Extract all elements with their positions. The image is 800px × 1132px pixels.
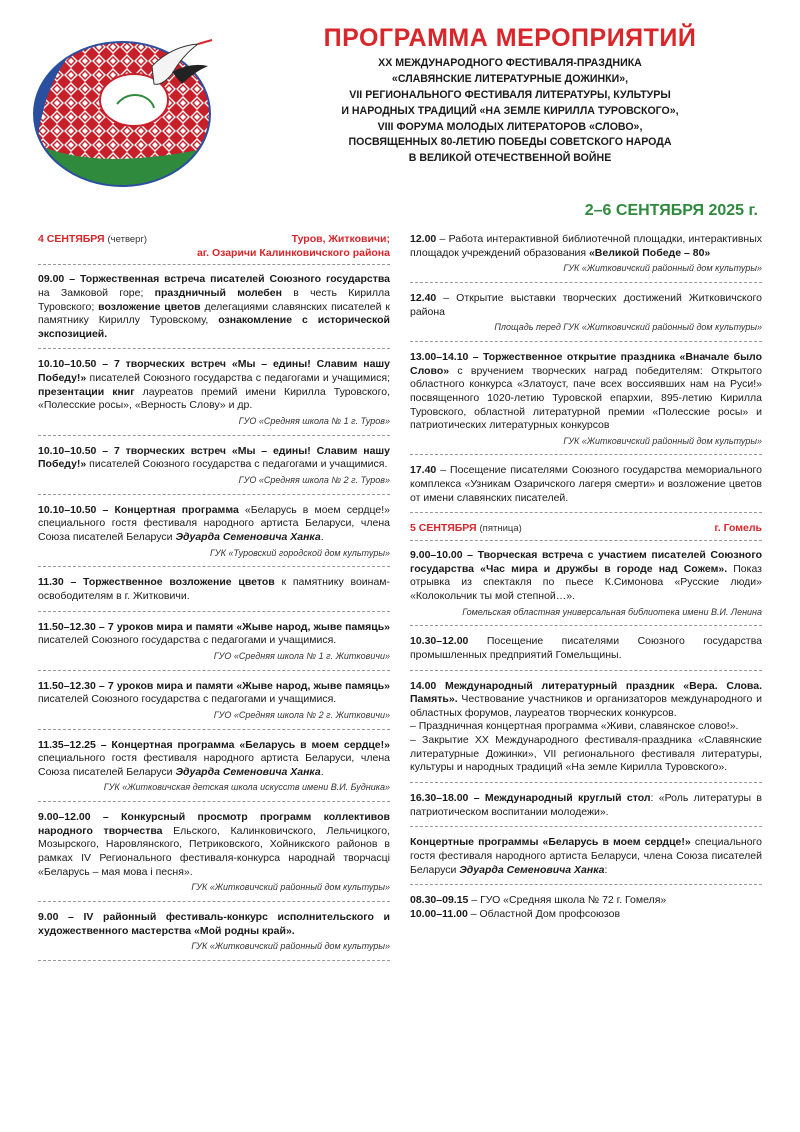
divider	[38, 348, 390, 349]
day-date: 4 СЕНТЯБРЯ	[38, 233, 105, 245]
event-desc: – Закрытие XX Международного фестиваля-праздника «Славянские литературные Дожинки», VII регионального фестиваля литературы, культуры и народных традиций «На земле Кирилла Туровского».	[410, 734, 762, 774]
event-text	[38, 504, 390, 545]
event-highlight: 9.00–12.00 – Конкурсный просмотр программ коллективов народного творчества	[38, 811, 390, 837]
event-desc: : «Роль литературы в патриотическом воспитании молодежи».	[410, 792, 762, 818]
right-column	[410, 233, 762, 922]
festival-logo	[22, 26, 218, 196]
day-weekday: (пятница)	[479, 523, 522, 535]
event-item	[38, 504, 390, 568]
event-desc: специального гостя фестиваля народного артиста Беларуси, члена Союза писателей Беларуси	[410, 836, 762, 876]
event-list	[38, 273, 390, 961]
event-location: ГУК «Житковичский районный дом культуры»	[563, 263, 762, 274]
subtitle-line: В ВЕЛИКОЙ ОТЕЧЕСТВЕННОЙ ВОЙНЕ	[408, 152, 612, 165]
divider	[38, 729, 390, 730]
event-text	[410, 836, 762, 877]
event-location: ГУК «Житковичская детская школа искусств имени В.И. Будника»	[103, 782, 390, 793]
event-text	[410, 351, 762, 433]
event-desc: в честь Кирилла Туровского;	[38, 286, 390, 313]
event-highlight: 17.40	[410, 464, 437, 477]
event-desc: «Беларусь в моем сердце!» специального гостя фестиваля народного артиста Беларуси, члена Союза писателей Беларуси	[38, 503, 391, 543]
event-text	[38, 739, 390, 780]
subtitle-line: «СЛАВЯНСКИЕ ЛИТЕРАТУРНЫЕ ДОЖИНКИ»,	[391, 72, 629, 85]
event-highlight: 10.30–12.00	[410, 635, 469, 648]
event-highlight: возложение цветов	[98, 300, 201, 313]
event-location: ГУК «Житковичский районный дом культуры»	[191, 941, 390, 952]
event-desc: – Открытие выставки творческих достижений Житковичского района	[410, 291, 762, 318]
divider	[410, 512, 762, 513]
event-text	[410, 792, 762, 819]
event-highlight: Эдуарда Семеновича Ханка	[459, 863, 605, 876]
day-date: 5 СЕНТЯБРЯ	[410, 522, 477, 535]
divider	[410, 625, 762, 626]
event-item	[410, 836, 762, 885]
schedule-venue: – ГУО «Средняя школа № 72 г. Гомеля»	[468, 894, 667, 907]
event-desc: писателей Союзного государства с педагогами и учащимися;	[86, 372, 390, 385]
event-location: ГУО «Средняя школа № 2 г. Житковичи»	[213, 709, 390, 720]
event-text	[38, 680, 390, 707]
event-highlight: 10.10–10.50 – 7 творческих встреч «Мы – едины! Славим нашу Победу!»	[38, 444, 390, 471]
event-highlight: 11.50–12.30 – 7 уроков мира и памяти «Жыве народ, жыве памяць»	[38, 679, 390, 692]
event-desc: писателей Союзного государства с педагогами и учащимися.	[38, 634, 337, 647]
divider	[38, 435, 390, 436]
event-desc: – Посещение писателями Союзного государства мемориального комплекса «Узникам Озаричского лагеря смерти» и возложение цветов от имени славянских писателей.	[410, 464, 762, 504]
day-place: Туров, Житковичи;	[291, 233, 390, 245]
event-highlight: 9.00 – IV районный фестиваль-конкурс исполнительского и художественного мастерства «Мой родны край».	[38, 911, 390, 937]
event-item	[410, 680, 762, 783]
day-weekday: (четверг)	[107, 234, 148, 245]
event-desc: на Замковой горе;	[38, 286, 155, 299]
divider	[410, 884, 762, 885]
schedule-time: 10.00–11.00	[410, 907, 468, 920]
divider	[410, 670, 762, 671]
divider	[38, 494, 390, 495]
event-highlight: презентации книг	[38, 385, 135, 398]
day-place: аг. Озаричи Калинковичского района	[196, 246, 390, 259]
subtitle-line: ПОСВЯЩЕННЫХ 80-ЛЕТИЮ ПОБЕДЫ СОВЕТСКОГО НАРОДА	[348, 136, 672, 149]
event-highlight: 09.00 – Торжественная встреча писателей Союзного государства	[38, 273, 390, 286]
event-text	[38, 911, 390, 938]
event-highlight: 10.10–10.50 – Концертная программа	[38, 503, 239, 516]
event-highlight: 13.00–14.10 – Торжественное открытие праздника «Вначале было Слово»	[410, 350, 762, 377]
event-highlight: 10.10–10.50 – 7 творческих встреч «Мы – едины! Славим нашу Победу!»	[38, 358, 390, 385]
divider	[410, 341, 762, 342]
divider	[38, 901, 390, 902]
event-highlight: 12.00	[410, 233, 437, 245]
event-highlight: Эдуарда Семеновича Ханка	[175, 765, 321, 778]
event-item	[38, 911, 390, 961]
event-highlight: 12.40	[410, 291, 437, 304]
event-desc: Ельского, Калинковичского, Лельчицкого, Мозырского, Наровлянского, Петриковского, Хойникского районов в рамках IV Регионального фестиваля-конкурса народнай творчасці «Беларусь – мая мова і песня».	[38, 824, 390, 878]
subtitle-line: VII РЕГИОНАЛЬНОГО ФЕСТИВАЛЯ ЛИТЕРАТУРЫ, КУЛЬТУРЫ	[349, 88, 671, 101]
event-desc: с вручением творческих наград победителям: Открытого областного конкурса «Златоуст, паче всех воссиявших нам на Руси!» посвященного 1020-летию Туровской епархии, 895-летию Кирилла Туровского, областной литературной премии «Полесские росы» и патриотических литературных конкурсов	[410, 364, 762, 432]
event-desc: писателей Союзного государства с педагогами и учащимися.	[38, 693, 337, 706]
event-desc: :	[604, 863, 608, 876]
event-item	[410, 792, 762, 827]
subtitle-line: VIII ФОРУМА МОЛОДЫХ ЛИТЕРАТОРОВ «СЛОВО»,	[377, 120, 643, 133]
event-location: ГУО «Средняя школа № 1 г. Житковичи»	[213, 650, 390, 661]
event-desc: Посещение писателями Союзного государства промышленных предприятий Гомельщины.	[410, 635, 762, 661]
event-desc: к памятнику воинам-освободителям в г. Житковичи.	[38, 576, 391, 602]
event-item	[38, 358, 390, 435]
schedule-item	[410, 894, 762, 908]
event-desc: – Работа интерактивной библиотечной площадки, интерактивных площадок учреждений образования	[410, 233, 762, 259]
divider	[410, 454, 762, 455]
event-text	[38, 576, 390, 603]
festival-dates: 2–6 СЕНТЯБРЯ 2025 г.	[584, 202, 758, 219]
event-text	[410, 549, 762, 604]
event-highlight: 11.35–12.25 – Концертная программа «Беларусь в моем сердце!»	[38, 738, 390, 751]
event-text	[410, 233, 762, 260]
event-location: ГУО «Средняя школа № 1 г. Туров»	[238, 416, 390, 427]
event-desc: Показ отрывка из спектакля по пьесе К.Симонова «Русские люди» «Колокольчик ты мой степной…».	[410, 562, 762, 602]
event-item	[410, 464, 762, 513]
event-location: ГУО «Средняя школа № 2 г. Туров»	[238, 475, 390, 486]
concert-schedule	[410, 894, 762, 921]
day-header-sep5	[410, 522, 762, 541]
event-desc: .	[320, 765, 324, 778]
event-item	[38, 680, 390, 730]
event-item	[410, 351, 762, 456]
subtitle-line: XX МЕЖДУНАРОДНОГО ФЕСТИВАЛЯ-ПРАЗДНИКА	[378, 57, 642, 69]
event-text	[410, 680, 762, 775]
event-item	[38, 739, 390, 803]
event-highlight: 16.30–18.00 – Международный круглый стол	[410, 792, 651, 805]
event-highlight: праздничный молебен	[154, 286, 282, 299]
event-desc: специального гостя фестиваля народного артиста Беларуси, члена Союза писателей Беларуси	[38, 752, 390, 778]
event-item	[38, 576, 390, 611]
day-place: г. Гомель	[714, 522, 762, 535]
event-highlight: ознакомление с исторической экспозицией.	[38, 314, 390, 340]
subtitle	[250, 56, 770, 167]
event-highlight: 11.30 – Торжественное возложение цветов	[38, 576, 275, 589]
event-highlight: 11.50–12.30 – 7 уроков мира и памяти «Жыве народ, жыве памяць»	[38, 620, 390, 633]
event-location: Площадь перед ГУК «Житковичский районный дом культуры»	[494, 322, 762, 333]
event-text	[410, 292, 762, 319]
divider	[38, 611, 390, 612]
event-highlight: 9.00–10.00 – Творческая встреча с участием писателей Союзного государства «Час мира и дружбы в городе над Сожем».	[410, 549, 762, 575]
divider	[410, 282, 762, 283]
event-item	[38, 273, 390, 349]
event-desc: – Праздничная концертная программа «Живи, славянское слово!».	[410, 720, 739, 733]
event-item	[38, 811, 390, 902]
schedule-time: 08.30–09.15	[410, 894, 469, 907]
day-header-sep4	[38, 233, 390, 265]
event-item	[410, 233, 762, 283]
event-text	[38, 445, 390, 472]
divider	[38, 960, 390, 961]
schedule-venue: – Областной Дом профсоюзов	[467, 907, 621, 920]
left-column	[38, 233, 390, 970]
event-desc: Чествование участников и организаторов международного и областных форумов, лауреатов творческих конкурсов.	[410, 693, 762, 719]
event-location: Гомельская областная универсальная библиотека имени В.И. Ленина	[462, 606, 762, 617]
event-text	[38, 811, 390, 879]
divider	[410, 782, 762, 783]
event-text	[410, 464, 762, 505]
subtitle-line: И НАРОДНЫХ ТРАДИЦИЙ «НА ЗЕМЛЕ КИРИЛЛА ТУРОВСКОГО»,	[341, 104, 679, 117]
divider	[410, 826, 762, 827]
schedule-item	[410, 908, 762, 922]
event-text	[38, 358, 390, 413]
divider	[38, 670, 390, 671]
event-location: ГУК «Житковичский районный дом культуры»	[563, 435, 762, 446]
event-highlight: Эдуарда Семеновича Ханка	[175, 530, 321, 543]
event-highlight: 14.00 Международный литературный праздник «Вера. Слова. Память».	[410, 679, 762, 706]
event-list	[410, 233, 762, 513]
event-desc: лауреатов премий имени Кирилла Туровского, «Полесские росы», «Верность Слову» и др.	[38, 385, 390, 412]
event-item	[38, 621, 390, 671]
event-highlight: Концертные программы «Беларусь в моем сердце!»	[410, 836, 691, 849]
page-title: ПРОГРАММА МЕРОПРИЯТИЙ	[323, 24, 697, 52]
event-highlight: «Великой Победе – 80»	[588, 246, 711, 259]
event-text	[38, 273, 390, 341]
divider	[38, 801, 390, 802]
event-item	[410, 549, 762, 626]
divider	[38, 566, 390, 567]
event-item	[410, 635, 762, 670]
event-item	[410, 292, 762, 342]
event-text	[410, 635, 762, 662]
event-list	[410, 549, 762, 885]
event-desc: .	[320, 530, 324, 543]
event-item	[38, 445, 390, 495]
event-location: ГУК «Житковичский районный дом культуры»	[191, 882, 390, 893]
event-location: ГУК «Туровский городской дом культуры»	[209, 547, 390, 558]
event-text	[38, 621, 390, 648]
event-desc: делегациями славянских писателей к памятнику Кириллу Туровскому,	[38, 300, 390, 327]
event-desc: писателей Союзного государства с педагогами и учащимися.	[86, 458, 388, 471]
